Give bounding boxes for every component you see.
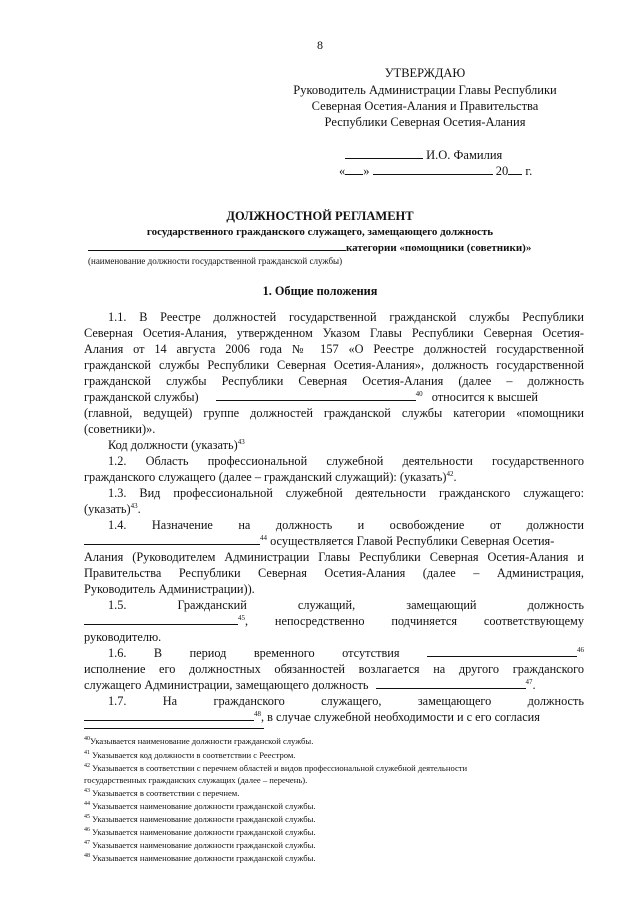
approval-line-1: Руководитель Администрации Главы Республики [293,83,557,97]
p13-line-1: 1.3. Вид профессиональной служебной деятельности гражданского служащего: [108,486,584,500]
p17-line-1 [84,693,584,709]
footnote-text: Указывается наименование должности гражданской службы. [90,736,314,746]
p15-word: замещающий [406,598,477,612]
p16-word: отсутствия [342,646,400,660]
p13-line-2: (указать)$^{43}$. [84,501,141,516]
footnote-text: Указывается наименование должности гражданской службы. [92,853,316,863]
footnote-text: государственных гражданских служащих (далее – перечень). [84,775,308,785]
p15-word: соответствующему [483,614,584,628]
date-line [339,164,532,179]
p15-line-2: $^{45}$, непосредственно подчиняется соответствующему [84,613,584,629]
p11-line-3: Алания от 14 августа 2006 года № 157 «О Реестре должностей государственной [84,342,584,356]
footnote-text: Указывается наименование должности гражданской службы. [92,827,316,837]
p14-word: на [238,518,251,532]
p11-line-6-end: относится к высшей [431,390,538,404]
footnote-text: Указывается наименование должности гражданской службы. [92,840,316,850]
footnote-text: Указывается код должности в соответствии с Реестром. [92,750,296,760]
code-line [84,437,608,453]
p15-line-3: руководителю. [84,630,162,644]
footnote-mark-43a: 43 [237,437,245,446]
p17-word: На [162,694,178,708]
footnote-mark-46: 46 [576,645,584,654]
footnote-mark-40: 40 [415,389,423,398]
footnote-mark: 43 [84,788,90,795]
p14-word: и [357,518,365,532]
p16-line-2: исполнение его должностных обязанностей возлагается на другого гражданского [84,662,584,676]
p12-line-2: гражданского служащего (далее – гражданский служащий): (указать)$^{42}$. [84,469,457,484]
footnote-text: Указывается наименование должности гражданской службы. [92,801,316,811]
footnote-46 [84,826,594,838]
footnote-mark-44: 44 [260,533,267,542]
position-blank-48 [84,710,254,721]
p11-line-6 [84,389,584,405]
p15-word: должность [527,598,584,612]
p17-word: гражданского [213,694,285,708]
p14-line-4: Правительства Республики Северная Осетия-Алания (далее – Администрация, [84,566,584,580]
position-blank-46 [427,646,577,657]
footnote-mark: 44 [84,801,90,808]
footnote-mark-43b: 43 [130,501,138,510]
approval-heading: УТВЕРЖДАЮ [384,66,466,80]
p16-line-3: служащего Администрации, замещающего должность $^{47}$. [84,677,536,692]
footnote-text: Указывается наименование должности гражданской службы. [92,814,316,824]
footnote-mark: 41 [84,750,90,757]
p14-word: Назначение [151,518,213,532]
p14-line-1 [84,517,584,533]
p16-word: В [153,646,163,660]
position-blank [88,240,346,251]
p11-line-5: гражданской службы Республики Северная Осетия-Алания (далее – должность [84,374,584,388]
date-quote-close: » [363,164,370,178]
position-blank-47 [376,678,526,689]
p15-word: служащий, [297,598,356,612]
p11-line-1: 1.1. В Реестре должностей государственной гражданской службы Республики [108,310,584,324]
month-blank [373,164,493,175]
p15-line-1 [84,597,584,613]
p17-word: замещающего [417,694,492,708]
p16-word: 1.6. [108,646,127,660]
document-subtitle: государственного гражданского служащего, замещающего должность [146,226,494,238]
category-line [88,240,531,254]
date-suffix: г. [525,164,533,178]
code-line-text: Код должности (указать) [108,438,238,452]
footnote-48 [84,852,594,864]
signature-line [345,148,502,163]
footnote-mark: 42 [84,763,90,770]
position-blank-45 [84,614,238,625]
p16-line-3-text: служащего Администрации, замещающего должность [84,678,369,692]
p15-word: непосредственно [274,614,365,628]
p14-word: 1.4. [108,518,127,532]
day-blank [345,164,363,175]
category-text: категории «помощники (советники)» [346,242,532,254]
p14-line-5: Руководитель Администрации)). [84,582,255,596]
p11-line-7: (главной, ведущей) группе должностей гражданской службы категории «помощники [84,406,584,420]
footnote-mark: 40 [84,736,90,743]
p11-line-4: гражданской службы Республики Северная Осетия-Алания», должность государственной [84,358,584,372]
footnote-mark-48: 48 [254,709,261,718]
p16-line-1 [84,645,584,661]
footnote-42-cont [84,774,594,786]
year-prefix: 20 [495,164,509,178]
p14-word: от [489,518,502,532]
p17-word: служащего, [321,694,382,708]
footnote-separator [84,728,264,729]
page-number: 8 [317,38,323,52]
p15-word: 1.5. [108,598,127,612]
p16-word: временного [253,646,315,660]
p12-line-1: 1.2. Область профессиональной служебной деятельности государственного [108,454,584,468]
footnote-mark: 45 [84,814,90,821]
footnote-mark: 46 [84,827,90,834]
p11-line-6-start: гражданской службы) [84,390,199,404]
signature-name: И.О. Фамилия [426,148,503,162]
footnote-40 [84,735,594,747]
footnote-mark: 47 [84,840,90,847]
approval-line-3: Республики Северная Осетия-Алания [324,115,526,129]
p13-line-2-text: (указать) [84,502,131,516]
p17-word: 1.7. [108,694,127,708]
date-quote-open: « [339,164,346,178]
footnote-text: Указывается в соответствии с перечнем областей и видов профессиональной служебной деятельности [92,763,468,773]
section-heading: 1. Общие положения [262,284,378,298]
p14-word: должности [526,518,584,532]
footnote-44 [84,800,594,812]
p14-word: освобождение [389,518,465,532]
footnote-41 [84,749,594,761]
position-blank-40 [216,390,416,401]
p14-line-2-text: осуществляется Главой Республики Северная Осетия- [270,534,555,548]
document-title: ДОЛЖНОСТНОЙ РЕГЛАМЕНТ [226,209,414,223]
p15-word: подчиняется [391,614,458,628]
p17-line-2-text: , в случае служебной необходимости и с его согласия [261,710,540,724]
p16-word: период [189,646,227,660]
footnote-mark-45: 45 [238,613,245,622]
position-caption: (наименование должности государственной гражданской службы) [88,256,343,266]
footnote-mark-42: 42 [446,469,454,478]
footnote-42 [84,762,589,774]
approval-line-2: Северная Осетия-Алания и Правительства [311,99,539,113]
footnote-47 [84,839,594,851]
footnote-mark: 48 [84,853,90,860]
footnote-mark-47: 47 [525,677,533,686]
p12-line-2-text: гражданского служащего (далее – гражданский служащий): (указать) [84,470,447,484]
p14-word: должность [275,518,333,532]
footnote-text: Указывается в соответствии с перечнем. [92,788,240,798]
p17-word: должность [527,694,584,708]
p14-line-3: Алания (Руководителем Администрации Главы Республики Северная Осетия-Алания и [84,550,584,564]
p14-line-2 [84,533,584,549]
footnote-45 [84,813,594,825]
p15-word: Гражданский [177,598,247,612]
p17-line-2 [84,709,584,725]
signature-blank [345,148,423,159]
year-blank [508,164,522,175]
position-blank-44 [84,534,260,545]
p11-line-8: (советники)». [84,422,156,436]
footnote-43 [84,787,594,799]
p11-line-2: Северная Осетия-Алания, утвержденном Указом Главы Республики Северная Осетия- [84,326,584,340]
